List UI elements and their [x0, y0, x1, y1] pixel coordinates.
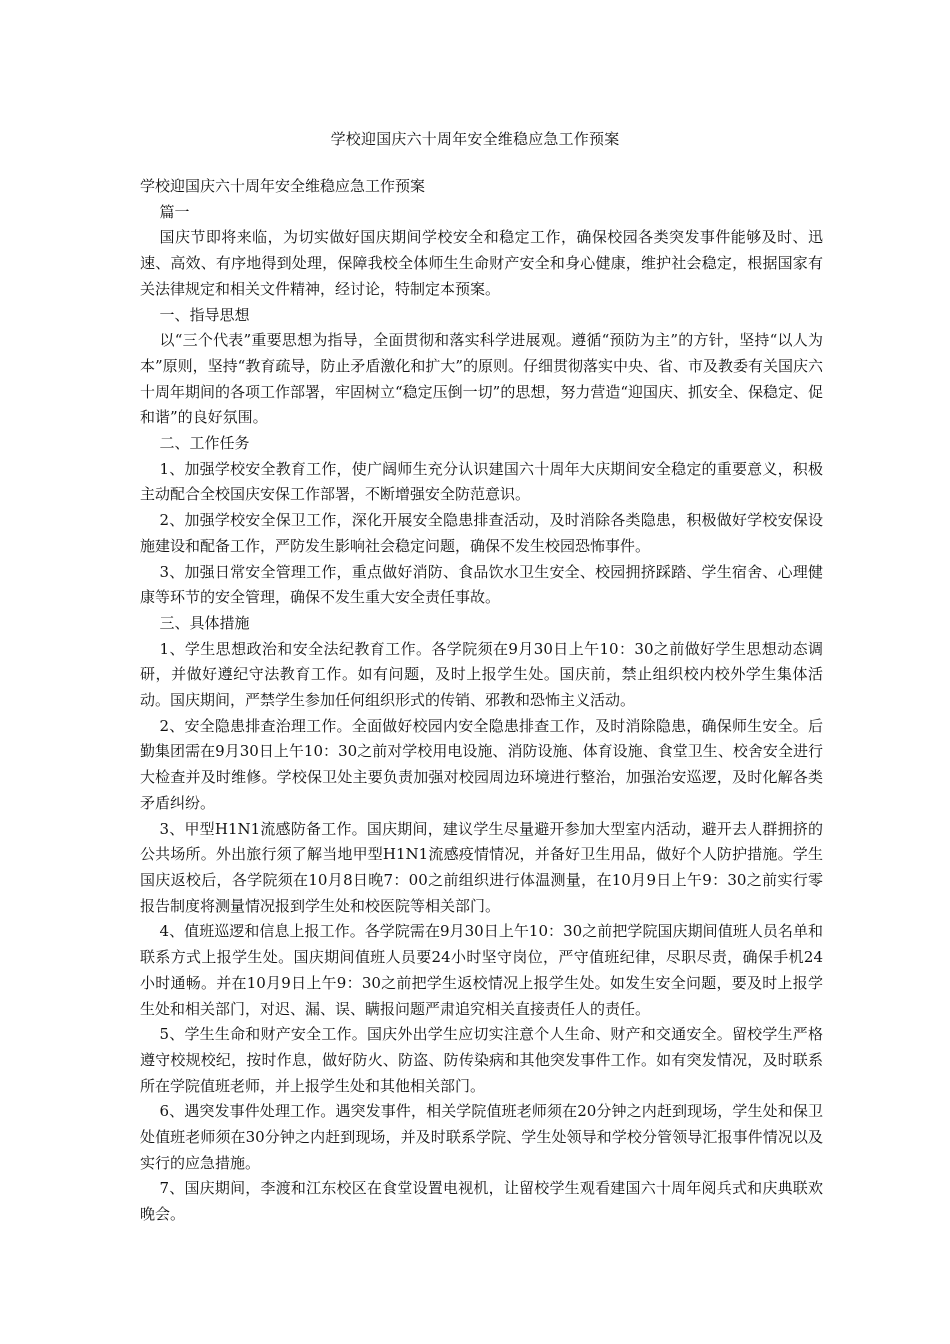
document-subtitle: 学校迎国庆六十周年安全维稳应急工作预案 [140, 177, 426, 195]
task-item-3: 3、加强日常安全管理工作，重点做好消防、食品饮水卫生安全、校园拥挤踩踏、学生宿舍、心理健康等环节的安全管理，确保不发生重大安全责任事故。 [140, 562, 823, 607]
section-heading-tasks: 二、工作任务 [159, 434, 250, 453]
task-item-1: 1、加强学校安全教育工作，使广阔师生充分认识建国六十周年大庆期间安全稳定的重要意义，积极主动配合全校国庆安保工作部署，不断增强安全防范意识。 [140, 459, 823, 504]
task-item-2: 2、加强学校安全保卫工作，深化开展安全隐患排查活动，及时消除各类隐患，积极做好学校安保设施建设和配备工作，严防发生影响社会稳定问题，确保不发生校园恐怖事件。 [140, 511, 823, 555]
section-paragraph-guiding-principle: 以“三个代表”重要思想为指导，全面贯彻和落实科学进展观。遵循“预防为主”的方针，坚持“以人为本”原则，坚持“教育疏导，防止矛盾激化和扩大”的原则。仔细贯彻落实中央、省、市及教委有关国庆六十周年期间的各项工作部署，牢固树立“稳定压倒一切”的思想，努力营造“迎国庆、抓安全、保稳定、促和谐”的良好氛围。 [140, 331, 824, 427]
measure-item-6: 6、遇突发事件处理工作。遇突发事件，相关学院值班老师须在20分钟之内赶到现场，学生处和保卫处值班老师须在30分钟之内赶到现场，并及时联系学院、学生处领导和学校分管领导汇报事件情况以及实行的应急措施。 [140, 1102, 823, 1172]
document-body [140, 174, 823, 1228]
document-title: 学校迎国庆六十周年安全维稳应急工作预案 [330, 130, 620, 148]
measure-item-1: 1、学生思想政治和安全法纪教育工作。各学院须在9月30日上午10：30之前做好学生思想动态调研，并做好遵纪守法教育工作。如有问题，及时上报学生处。国庆前，禁止组织校内校外学生集体活动。国庆期间，严禁学生参加任何组织形式的传销、邪教和恐怖主义活动。 [140, 639, 823, 710]
section-heading-guiding-principle: 一、指导思想 [159, 305, 250, 324]
measure-item-7: 7、国庆期间，李渡和江东校区在食堂设置电视机，让留校学生观看建国六十周年阅兵式和庆典联欢晚会。 [140, 1179, 823, 1224]
measure-item-3: 3、甲型H1N1流感防备工作。国庆期间，建议学生尽量避开参加大型室内活动，避开去人群拥挤的公共场所。外出旅行须了解当地甲型H1N1流感疫情情况，并备好卫生用品，做好个人防护措施。学生国庆返校后，各学院须在10月8日晚7：00之前组织进行体温测量，在10月9日上午9：30之前实行零报告制度将测量情况报到学生处和校医院等相关部门。 [140, 819, 823, 915]
measure-item-4: 4、值班巡逻和信息上报工作。各学院需在9月30日上午10：30之前把学院国庆期间值班人员名单和联系方式上报学生处。国庆期间值班人员要24小时坚守岗位，严守值班纪律，尽职尽责，确保手机24小时通畅。并在10月9日上午9：30之前把学生返校情况上报学生处。如发生安全问题，要及时上报学生处和相关部门，对迟、漏、误、瞒报问题严肃追究相关直接责任人的责任。 [140, 922, 823, 1018]
measure-item-5: 5、学生生命和财产安全工作。国庆外出学生应切实注意个人生命、财产和交通安全。留校学生严格遵守校规校纪，按时作息，做好防火、防盗、防传染病和其他突发事件工作。如有突发情况，及时联系所在学院值班老师，并上报学生处和其他相关部门。 [140, 1025, 823, 1095]
measure-item-2: 2、安全隐患排查治理工作。全面做好校园内安全隐患排查工作，及时消除隐患，确保师生安全。后勤集团需在9月30日上午10：30之前对学校用电设施、消防设施、体育设施、食堂卫生、校舍安全进行大检查并及时维修。学校保卫处主要负责加强对校园周边环境进行整治，加强治安巡逻，及时化解各类矛盾纠纷。 [140, 716, 823, 812]
section-heading-measures: 三、具体措施 [159, 613, 250, 632]
part-label: 篇一 [159, 202, 190, 221]
intro-paragraph: 国庆节即将来临，为切实做好国庆期间学校安全和稳定工作，确保校园各类突发事件能够及时、迅速、高效、有序地得到处理，保障我校全体师生生命财产安全和身心健康，维护社会稳定，根据国家有关法律规定和相关文件精神，经讨论，特制定本预案。 [140, 228, 823, 298]
